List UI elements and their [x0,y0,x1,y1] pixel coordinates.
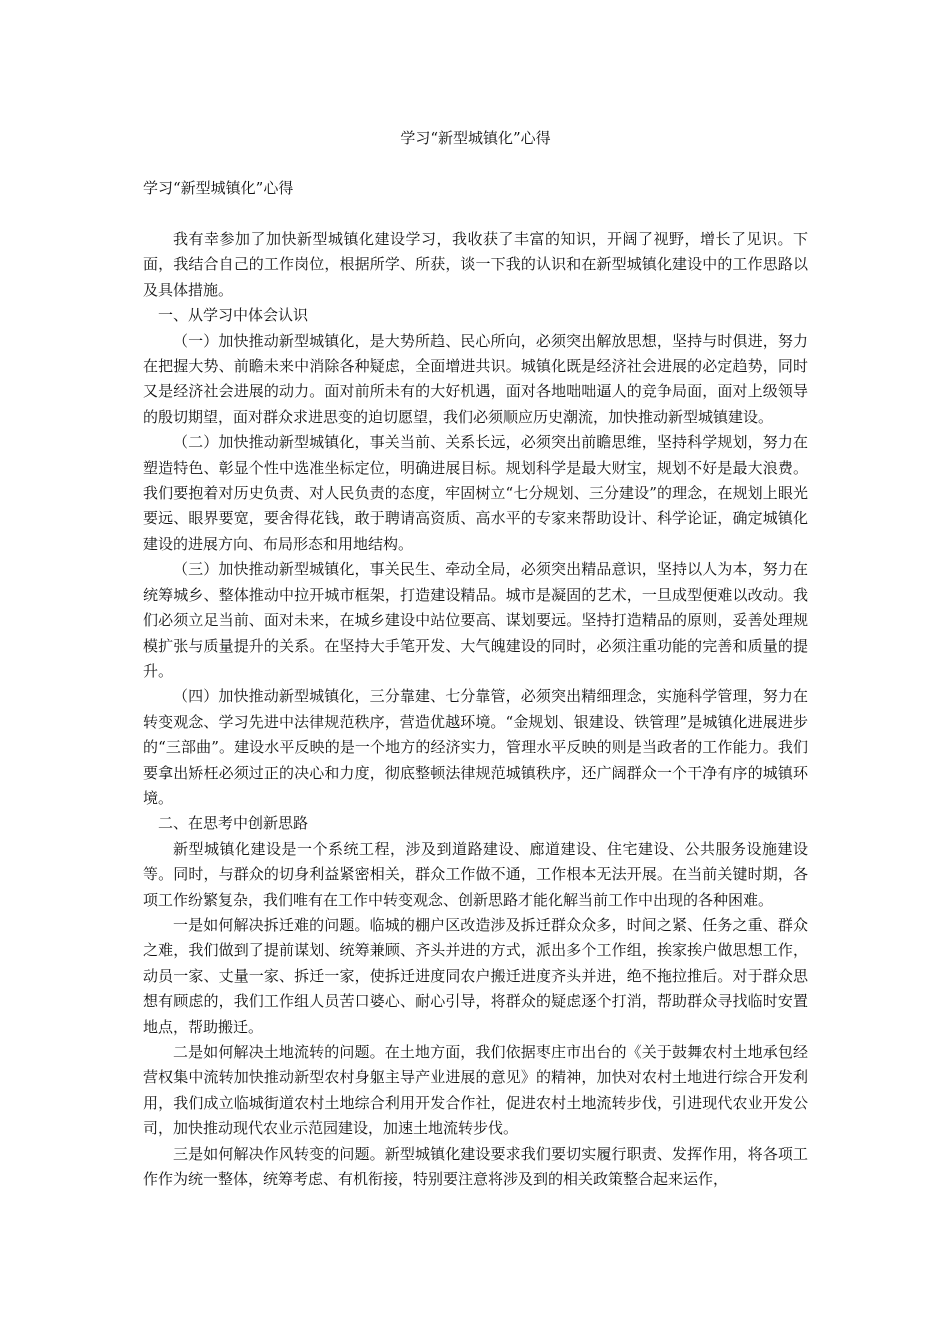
body-paragraph: 一是如何解决拆迁难的问题。临城的棚户区改造涉及拆迁群众众多，时间之紧、任务之重、群众之难，我们做到了提前谋划、统筹兼顾、齐头并进的方式，派出多个工作组，挨家挨户做思想工作，动员一家、丈量一家、拆迁一家，使拆迁进度同农户搬迁进度齐头并进，绝不拖拉推后。对于群众思想有顾虑的，我们工作组人员苦口婆心、耐心引导，将群众的疑虑逐个打消，帮助群众寻找临时安置地点，帮助搬迁。 [143,915,808,1036]
body-paragraph: （三）加快推动新型城镇化，事关民生、牵动全局，必须突出精品意识，坚持以人为本，努力在统筹城乡、整体推动中拉开城市框架，打造建设精品。城市是凝固的艺术，一旦成型便难以改动。我们必须立足当前、面对未来，在城乡建设中站位要高、谋划要远。坚持打造精品的原则，妥善处理规模扩张与质量提升的关系。在坚持大手笔开发、大气魄建设的同时，必须注重功能的完善和质量的提升。 [143,560,808,680]
body-paragraph: （四）加快推动新型城镇化，三分靠建、七分靠管，必须突出精细理念，实施科学管理，努力在转变观念、学习先进中法律规范秩序，营造优越环境。“金规划、银建设、铁管理”是城镇化进展进步的“三部曲”。建设水平反映的是一个地方的经济实力，管理水平反映的则是当政者的工作能力。我们要拿出矫枉必须过正的决心和力度，彻底整顿法律规范城镇秩序，还广阔群众一个干净有序的城镇环境。 [143,687,808,807]
document-subtitle: 学习“新型城镇化”心得 [143,179,294,197]
section-heading-1: 一、从学习中体会认识 [158,306,309,325]
body-paragraph: 新型城镇化建设是一个系统工程，涉及到道路建设、廊道建设、住宅建设、公共服务设施建设等。同时，与群众的切身利益紧密相关，群众工作做不通，工作根本无法开展。在当前关键时期，各项工作纷繁复杂，我们唯有在工作中转变观念、创新思路才能化解当前工作中出现的各种困难。 [143,839,808,909]
body-paragraph: （一）加快推动新型城镇化，是大势所趋、民心所向，必须突出解放思想，坚持与时俱进，努力在把握大势、前瞻未来中消除各种疑虑，全面增进共识。城镇化既是经济社会进展的必定趋势，同时又是经济社会进展的动力。面对前所未有的大好机遇，面对各地咄咄逼人的竞争局面，面对上级领导的殷切期望，面对群众求进思变的迫切愿望，我们必须顺应历史潮流，加快推动新型城镇建设。 [143,331,808,426]
intro-paragraph: 我有幸参加了加快新型城镇化建设学习，我收获了丰富的知识，开阔了视野，增长了见识。下面，我结合自己的工作岗位，根据所学、所获，谈一下我的认识和在新型城镇化建设中的工作思路以及具体措施。 [143,230,808,299]
section-heading-2: 二、在思考中创新思路 [158,814,309,833]
body-paragraph: 二是如何解决土地流转的问题。在土地方面，我们依据枣庄市出台的《关于鼓舞农村土地承包经营权集中流转加快推动新型农村身躯主导产业进展的意见》的精神，加快对农村土地进行综合开发利用，我们成立临城街道农村土地综合利用开发合作社，促进农村土地流转步伐，引进现代农业开发公司，加快推动现代农业示范园建设，加速土地流转步伐。 [143,1043,808,1138]
document-body [143,227,808,1192]
body-paragraph: 三是如何解决作风转变的问题。新型城镇化建设要求我们要切实履行职责、发挥作用，将各项工作作为统一整体，统筹考虑、有机衔接，特别要注意将涉及到的相关政策整合起来运作， [143,1144,808,1189]
document-title: 学习“新型城镇化”心得 [400,129,551,147]
body-paragraph: （二）加快推动新型城镇化，事关当前、关系长远，必须突出前瞻思维，坚持科学规划，努力在塑造特色、彰显个性中选准坐标定位，明确进展目标。规划科学是最大财宝，规划不好是最大浪费。我们要抱着对历史负责、对人民负责的态度，牢固树立“七分规划、三分建设”的理念，在规划上眼光要远、眼界要宽，要舍得花钱，敢于聘请高资质、高水平的专家来帮助设计、科学论证，确定城镇化建设的进展方向、布局形态和用地结构。 [143,433,808,553]
